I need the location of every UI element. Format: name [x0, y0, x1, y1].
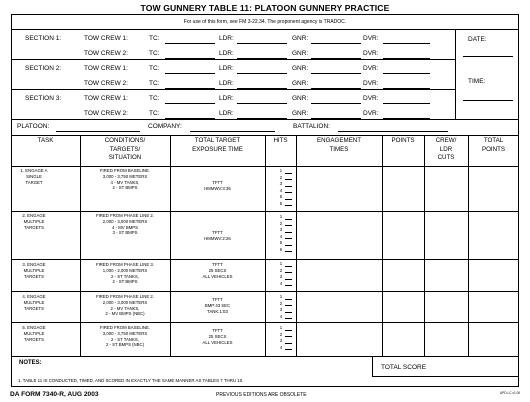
divider	[265, 135, 266, 356]
task-line: MULTIPLE	[23, 299, 45, 305]
tc-label: TC:	[149, 35, 160, 42]
hit-number: 2	[279, 331, 283, 337]
hit-number: 2	[279, 300, 283, 306]
task-line: 5. ENGAGE	[22, 325, 46, 330]
dvr-field[interactable]	[383, 73, 430, 74]
header-conditions: CONDITIONS/ TARGETS/ SITUATION	[104, 137, 146, 162]
divider	[455, 29, 456, 119]
hit-number: 3	[279, 338, 283, 343]
dvr-field[interactable]	[383, 103, 430, 104]
gnr-field[interactable]	[311, 58, 361, 59]
gnr-label: GNR:	[292, 65, 309, 72]
hit-number: 1	[279, 168, 283, 173]
hit-number: 4	[279, 313, 283, 319]
tc-field[interactable]	[165, 103, 215, 104]
gnr-field[interactable]	[311, 103, 361, 104]
task-line: TARGETS	[24, 336, 44, 342]
task-line: MULTIPLE	[23, 218, 45, 224]
conditions-line: 1,000 - 2,000 METERS	[102, 267, 148, 273]
conditions-line: 2,000 - 3,000 METERS	[102, 299, 148, 305]
hit-box[interactable]	[285, 349, 292, 350]
header-crew-ldr-cuts: CREW/ LDR CUTS	[435, 137, 457, 162]
exposure-line: TFTT	[212, 180, 223, 185]
dvr-field[interactable]	[383, 58, 430, 59]
hit-number: 3	[279, 227, 283, 232]
conditions-cell	[80, 325, 170, 348]
total-score-label: TOTAL SCORE	[381, 364, 427, 371]
dvr-label: DVR:	[363, 50, 379, 57]
task-line: MULTIPLE	[23, 267, 45, 273]
task-line: SINGLE	[26, 173, 42, 179]
editions-note: PREVIOUS EDITIONS ARE OBSOLETE	[216, 392, 307, 398]
crew-label: TOW CREW 1:	[84, 35, 128, 42]
exposure-line: ALL VEHICLES	[202, 339, 233, 345]
header-task: TASK	[37, 137, 54, 144]
divider	[170, 135, 171, 356]
task-line: TARGETS	[24, 224, 44, 230]
ldr-field[interactable]	[237, 73, 287, 74]
section-label: SECTION 3:	[25, 95, 62, 102]
apd-version: APD LC v1.00	[500, 391, 521, 395]
hit-box[interactable]	[285, 279, 292, 280]
hit-number: 4	[279, 280, 283, 286]
dvr-field[interactable]	[383, 43, 430, 44]
hit-box[interactable]	[285, 272, 292, 273]
conditions-line: FIRED FROM PHASE LINE 2.	[95, 294, 155, 299]
task-cell	[14, 213, 54, 230]
hit-box[interactable]	[285, 205, 292, 206]
task-cell	[14, 325, 54, 342]
conditions-line: 4 - MV BMPS	[111, 224, 139, 230]
conditions-line: 2 - ST TANKS,	[111, 336, 139, 342]
hit-box[interactable]	[285, 330, 292, 331]
form-number: DA FORM 7340-R, AUG 2003	[10, 391, 99, 398]
task-line: 2. ENGAGE	[22, 213, 46, 218]
header-engagement-times: ENGAGEMENT TIMES	[316, 137, 361, 153]
task-line: TARGET	[25, 179, 43, 185]
exposure-cell	[170, 328, 265, 345]
dvr-label: DVR:	[363, 80, 379, 87]
divider	[468, 135, 469, 356]
gnr-label: GNR:	[292, 50, 309, 57]
hit-box[interactable]	[285, 285, 292, 286]
exposure-line: HMMWV:2:26	[204, 235, 231, 241]
task-line: TARGETS	[24, 305, 44, 311]
task-cell	[14, 294, 54, 311]
conditions-line: 2 - ST BMPS (NBC)	[105, 342, 145, 348]
hit-number: 1	[279, 294, 283, 299]
ldr-label: LDR:	[219, 65, 234, 72]
exposure-cell	[170, 180, 265, 192]
exposure-line: TFTT	[212, 328, 223, 333]
divider	[372, 356, 373, 376]
tc-label: TC:	[149, 95, 160, 102]
gnr-field[interactable]	[311, 118, 361, 119]
conditions-line: 2,000 - 3,000 METERS	[102, 218, 148, 224]
hit-box[interactable]	[285, 305, 292, 306]
hit-box[interactable]	[285, 199, 292, 200]
conditions-line: 2 - ST TANKS,	[111, 273, 139, 279]
exposure-line: BMP:43 SEC	[204, 302, 231, 308]
conditions-line: FIRED FROM BASELINE.	[99, 168, 151, 173]
header-total-points: TOTAL POINTS	[481, 137, 506, 153]
task-cell	[14, 262, 54, 279]
hit-number: 2	[279, 267, 283, 273]
hit-box[interactable]	[285, 266, 292, 267]
conditions-cell	[80, 294, 170, 317]
conditions-cell	[80, 262, 170, 285]
crew-label: TOW CREW 1:	[84, 95, 128, 102]
header-exposure-time: TOTAL TARGET EXPOSURE TIME	[192, 137, 243, 153]
hit-number: 4	[279, 187, 283, 193]
battalion-label: BATTALION:	[293, 123, 330, 130]
conditions-line: FIRED FROM BASELINE.	[99, 325, 151, 330]
hit-box[interactable]	[285, 192, 292, 193]
gnr-field[interactable]	[311, 88, 361, 89]
hit-number: 6	[279, 200, 283, 206]
hit-number: 2	[279, 174, 283, 180]
hit-number: 5	[279, 240, 283, 245]
exposure-line: ALL VEHICLES	[202, 273, 233, 279]
conditions-line: 2 - MV BMPS (NBC)	[105, 311, 145, 317]
gnr-field[interactable]	[311, 43, 361, 44]
ldr-field[interactable]	[237, 43, 287, 44]
dvr-label: DVR:	[363, 65, 379, 72]
hit-number: 3	[279, 274, 283, 279]
hit-box[interactable]	[285, 238, 292, 239]
conditions-cell	[80, 168, 170, 191]
conditions-line: 2 - ST BMPS	[112, 279, 138, 285]
hit-number: 1	[279, 325, 283, 330]
exposure-line: 25 SECS	[208, 333, 227, 339]
task-cell	[14, 168, 54, 185]
hit-box[interactable]	[285, 312, 292, 313]
tc-label: TC:	[149, 50, 160, 57]
conditions-line: FIRED FROM PHASE LINE 2.	[95, 213, 155, 218]
tc-field[interactable]	[165, 43, 215, 44]
exposure-line: TFTT	[212, 230, 223, 235]
tc-field[interactable]	[165, 118, 215, 119]
dvr-label: DVR:	[363, 110, 379, 117]
hit-box[interactable]	[285, 232, 292, 233]
gnr-field[interactable]	[311, 73, 361, 74]
hit-number: 4	[279, 344, 283, 350]
company-label: COMPANY:	[148, 123, 182, 130]
dvr-label: DVR:	[363, 95, 379, 102]
task-line: MULTIPLE	[23, 330, 45, 336]
exposure-cell	[170, 297, 265, 314]
tc-field[interactable]	[165, 73, 215, 74]
hit-number: 3	[279, 181, 283, 186]
divider	[11, 356, 519, 357]
platoon-label: PLATOON:	[17, 123, 50, 130]
gnr-label: GNR:	[292, 80, 309, 87]
ldr-label: LDR:	[219, 35, 234, 42]
ldr-field[interactable]	[237, 88, 287, 89]
exposure-line: TFTT	[212, 297, 223, 302]
tc-label: TC:	[149, 110, 160, 117]
dvr-label: DVR:	[363, 35, 379, 42]
task-line: TARGETS	[24, 273, 44, 279]
dvr-field[interactable]	[383, 88, 430, 89]
exposure-line: HMMWV:3:36	[204, 185, 231, 191]
date-label: DATE:	[468, 36, 487, 43]
notes-label: NOTES:	[19, 360, 42, 366]
hit-box[interactable]	[285, 219, 292, 220]
use-note: For use of this form, see FM 3-22.34. The proponent agency is TRADOC.	[183, 19, 347, 25]
divider	[11, 89, 455, 90]
hit-number: 6	[279, 246, 283, 252]
ldr-label: LDR:	[219, 50, 234, 57]
hit-box[interactable]	[285, 299, 292, 300]
conditions-line: 3,000 - 3,750 METERS	[102, 173, 148, 179]
conditions-line: FIRED FROM PHASE LINE 3.	[95, 262, 155, 267]
hit-box[interactable]	[285, 251, 292, 252]
form-title: TOW GUNNERY TABLE 11: PLATOON GUNNERY PRACTICE	[140, 3, 390, 13]
hit-number: 2	[279, 220, 283, 226]
ldr-field[interactable]	[237, 58, 287, 59]
task-line: 1. ENGAGE A	[20, 168, 48, 173]
tc-label: TC:	[149, 65, 160, 72]
hit-number: 1	[279, 261, 283, 266]
platoon-field[interactable]	[56, 131, 140, 132]
section-label: SECTION 2:	[25, 65, 62, 72]
conditions-line: 3,000 - 3,750 METERS	[102, 330, 148, 336]
conditions-cell	[80, 213, 170, 236]
exposure-cell	[170, 230, 265, 242]
company-field[interactable]	[190, 131, 275, 132]
ldr-field[interactable]	[237, 103, 287, 104]
exposure-cell	[170, 262, 265, 279]
crew-label: TOW CREW 1:	[84, 65, 128, 72]
hit-box[interactable]	[285, 179, 292, 180]
task-line: 3. ENGAGE	[22, 262, 46, 267]
hit-number: 3	[279, 307, 283, 312]
hit-box[interactable]	[285, 318, 292, 319]
gnr-label: GNR:	[292, 35, 309, 42]
divider	[11, 59, 455, 60]
battalion-field[interactable]	[338, 131, 448, 132]
exposure-line: TANK:1:03	[207, 308, 228, 314]
hit-box[interactable]	[285, 336, 292, 337]
header-points: POINTS	[391, 137, 415, 144]
hit-number: 5	[279, 194, 283, 199]
conditions-line: 2 - MV TANKS,	[110, 305, 140, 311]
divider	[424, 135, 425, 356]
crew-label: TOW CREW 2:	[84, 80, 128, 87]
note-item: 1. TABLE 11 IS CONDUCTED, TIMED, AND SCORED IN EXACTLY THE SAME MANNER AS TABLES 7 THRU 10.	[18, 378, 244, 383]
divider	[296, 135, 297, 356]
hit-box[interactable]	[285, 245, 292, 246]
time-label: TIME:	[468, 78, 486, 85]
divider	[11, 119, 519, 120]
divider	[372, 376, 519, 377]
ldr-label: LDR:	[219, 95, 234, 102]
crew-label: TOW CREW 2:	[84, 50, 128, 57]
hit-box[interactable]	[285, 225, 292, 226]
hit-box[interactable]	[285, 173, 292, 174]
ldr-label: LDR:	[219, 110, 234, 117]
header-hits: HITS	[273, 137, 288, 144]
divider	[382, 135, 383, 356]
conditions-line: 2 - ST BMPS	[112, 185, 138, 191]
exposure-line: 25 SECS	[208, 267, 227, 273]
divider	[11, 29, 519, 30]
gnr-label: GNR:	[292, 95, 309, 102]
ldr-field[interactable]	[237, 118, 287, 119]
hit-number: 1	[279, 214, 283, 219]
gnr-label: GNR:	[292, 110, 309, 117]
time-field[interactable]	[463, 100, 513, 101]
ldr-label: LDR:	[219, 80, 234, 87]
section-label: SECTION 1:	[25, 35, 62, 42]
tc-field[interactable]	[165, 58, 215, 59]
tc-label: TC:	[149, 80, 160, 87]
task-line: 4. ENGAGE	[22, 294, 46, 299]
hit-box[interactable]	[285, 186, 292, 187]
crew-label: TOW CREW 2:	[84, 110, 128, 117]
conditions-line: 4 - MV TANKS,	[110, 179, 140, 185]
conditions-line: 3 - ST BMPS	[112, 230, 138, 236]
hit-box[interactable]	[285, 343, 292, 344]
exposure-line: TFTT	[212, 262, 223, 267]
tc-field[interactable]	[165, 88, 215, 89]
hit-number: 4	[279, 233, 283, 239]
date-field[interactable]	[463, 56, 513, 57]
dvr-field[interactable]	[383, 118, 430, 119]
